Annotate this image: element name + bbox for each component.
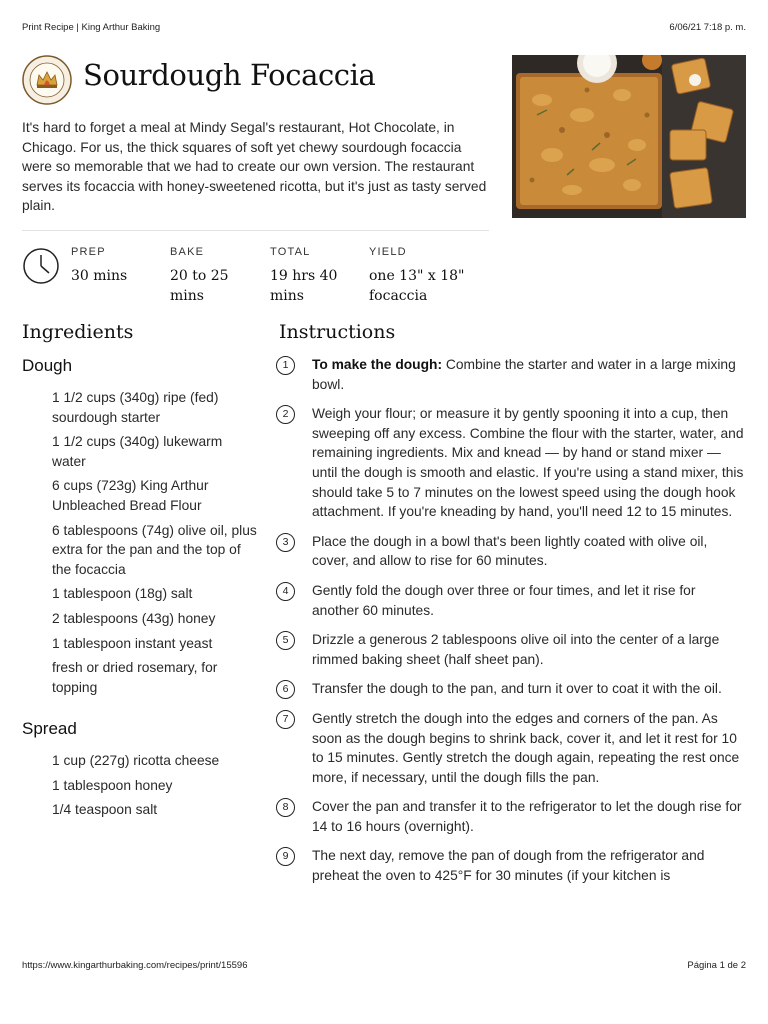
king-arthur-logo (22, 55, 72, 105)
clock-icon (22, 247, 60, 285)
stat-total (270, 246, 355, 306)
recipe-url-link[interactable]: https://www.kingarthurbaking.com/recipes/print/15596 (22, 960, 248, 971)
instruction-step (276, 355, 746, 394)
instruction-step (276, 532, 746, 571)
step-number: 1 (276, 356, 295, 375)
instruction-step (276, 630, 746, 669)
step-number: 8 (276, 798, 295, 817)
step-number: 6 (276, 680, 295, 699)
instruction-step (276, 797, 746, 836)
divider (22, 230, 489, 231)
dough-ingredient-list (52, 388, 257, 702)
step-text: The next day, remove the pan of dough from the refrigerator and preheat the oven to 425°F for 30 minutes (if your kitchen is (312, 848, 705, 884)
step-text: Drizzle a generous 2 tablespoons olive oil into the center of a large rimmed baking sheet (half sheet pan). (312, 632, 720, 667)
step-text: Place the dough in a bowl that's been lightly coated with olive oil, cover, and allow to rise for 60 minutes. (312, 533, 708, 569)
stat-bake-value: 20 to 25 mins (170, 268, 229, 304)
stat-bake (170, 246, 250, 306)
ingredient-item: fresh or dried rosemary, for topping (52, 660, 218, 695)
page-number: Página 1 de 2 (687, 960, 746, 971)
ingredient-item: 1 tablespoon (18g) salt (52, 586, 193, 602)
stat-yield-value: one 13" x 18" focaccia (369, 268, 465, 304)
step-text: Weigh your flour; or measure it by gently spooning it into a cup, then sweeping off any excess. Combine the flour with the starter, water, and remaining ingredients. Mix and knead — by hand or stand mixer — until the dough is smooth and elastic. If you're using a stand mixer, this should take 5 to 7 minutes on the lowest speed using the dough hook attachment. If you're kneading by hand, you'll need 12 to 15 minutes. (312, 406, 744, 520)
step-text: Gently fold the dough over three or four times, and let it rise for another 60 minutes. (312, 582, 696, 618)
focaccia-photo (512, 55, 746, 218)
step-number: 3 (276, 533, 295, 552)
spread-ingredient-list (52, 751, 257, 825)
instruction-step (276, 846, 746, 885)
spread-heading: Spread (22, 719, 77, 738)
step-number: 5 (276, 631, 295, 650)
instruction-step (276, 581, 746, 620)
step-lead: To make the dough: (312, 357, 443, 372)
step-number: 7 (276, 710, 295, 729)
step-text: Transfer the dough to the pan, and turn it over to coat it with the oil. (312, 681, 722, 697)
ingredient-item: 2 tablespoons (43g) honey (52, 610, 216, 626)
instruction-step (276, 679, 746, 699)
instruction-steps (276, 355, 746, 896)
stat-prep (71, 246, 166, 286)
print-header-datetime: 6/06/21 7:18 p. m. (669, 22, 746, 33)
ingredient-item: 1/4 teaspoon salt (52, 802, 158, 818)
stat-total-value: 19 hrs 40 mins (270, 268, 338, 304)
ingredient-item: 6 tablespoons (74g) olive oil, plus extra for the pan and the top of the focaccia (52, 522, 257, 577)
instructions-heading: Instructions (279, 321, 396, 343)
ingredient-item: 6 cups (723g) King Arthur Unbleached Bread Flour (52, 478, 209, 513)
instruction-step (276, 709, 746, 787)
ingredient-item: 1 1/2 cups (340g) ripe (fed) sourdough starter (52, 390, 219, 425)
ingredient-item: 1 tablespoon instant yeast (52, 635, 213, 651)
stat-bake-label: BAKE (170, 246, 205, 258)
dough-heading: Dough (22, 356, 73, 375)
recipe-intro: It's hard to forget a meal at Mindy Segal's restaurant, Hot Chocolate, in Chicago. For us, the thick squares of soft yet chewy sourdough focaccia were so memorable that we had to create our own version. The restaurant serves its focaccia with honey-sweetened ricotta, but it's just as tasty served plain. (22, 120, 487, 214)
step-text: Combine the starter and water in a large mixing bowl. (312, 357, 736, 392)
step-number: 9 (276, 847, 295, 866)
step-number: 4 (276, 582, 295, 601)
print-header-title: Print Recipe | King Arthur Baking (22, 22, 161, 33)
step-text: Cover the pan and transfer it to the refrigerator to let the dough rise for 14 to 16 hours (overnight). (312, 799, 742, 834)
step-number: 2 (276, 405, 295, 424)
stat-prep-label: PREP (71, 246, 106, 258)
stat-yield (369, 246, 469, 306)
stat-prep-value: 30 mins (71, 268, 128, 284)
step-text: Gently stretch the dough into the edges and corners of the pan. As soon as the dough begins to shrink back, cover it, and let it rest for 10 to 15 minutes. Gently stretch the dough again, repeating the rest once more, if necessary, until the dough fills the pan. (312, 710, 740, 785)
ingredient-item: 1 cup (227g) ricotta cheese (52, 753, 220, 768)
recipe-title: Sourdough Focaccia (83, 58, 376, 92)
stat-total-label: TOTAL (270, 246, 311, 258)
ingredient-item: 1 1/2 cups (340g) lukewarm water (52, 434, 223, 469)
ingredients-heading: Ingredients (22, 321, 134, 343)
instruction-step (276, 404, 746, 522)
print-footer (22, 960, 746, 971)
stat-yield-label: YIELD (369, 246, 407, 258)
print-header (22, 22, 746, 33)
ingredient-item: 1 tablespoon honey (52, 777, 173, 793)
